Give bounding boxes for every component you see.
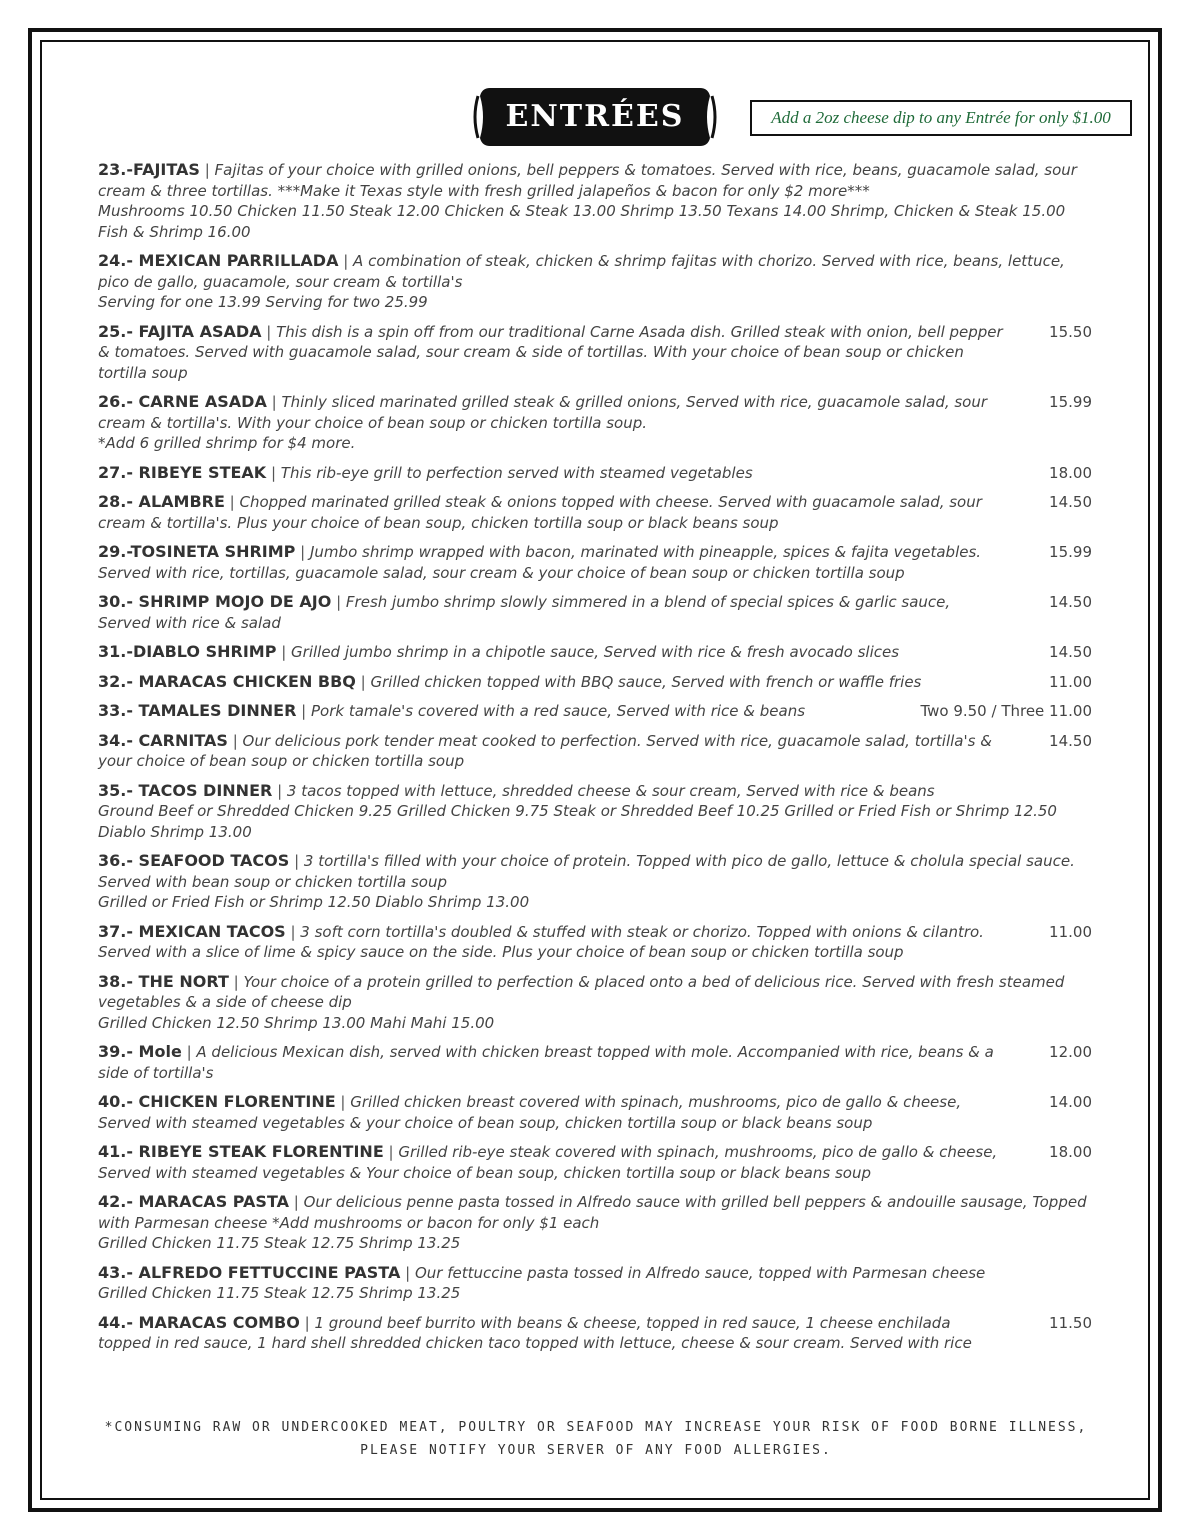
separator: | <box>296 702 311 720</box>
menu-item <box>98 1263 1094 1304</box>
separator: | <box>338 252 354 270</box>
menu-item <box>98 160 1094 242</box>
menu-item <box>98 701 1094 722</box>
menu-item-description: Our delicious pork tender meat cooked to perfection. Served with rice, guacamole salad, tortilla's & your choice of bean soup or chicken tortilla soup <box>98 731 992 770</box>
menu-item <box>98 1192 1094 1254</box>
menu-item-description: A combination of steak, chicken & shrimp fajitas with chorizo. Served with rice, beans, lettuce, pico de gallo, guacamole, sour cream & tortilla's <box>98 252 1065 291</box>
menu-item-description: This rib-eye grill to perfection served with steamed vegetables <box>280 463 753 482</box>
menu-item-description: 3 tacos topped with lettuce, shredded cheese & sour cream, Served with rice & beans <box>286 781 935 800</box>
menu-item-name: 36.- SEAFOOD TACOS <box>98 851 290 870</box>
menu-item-name: 27.- RIBEYE STEAK <box>98 462 267 482</box>
menu-item-price: 14.50 <box>1049 593 1092 611</box>
separator: | <box>331 593 346 611</box>
menu-item-description: Grilled jumbo shrimp in a chipotle sauce, Served with rice & fresh avocado slices <box>291 643 900 661</box>
menu-item-price: 15.99 <box>1049 543 1092 561</box>
cheese-dip-promo: Add a 2oz cheese dip to any Entrée for only $1.00 <box>750 100 1132 136</box>
menu-item-description: 3 tortilla's filled with your choice of protein. Topped with pico de gallo, lettuce & cholula special sauce. Served with bean soup or chicken tortilla soup <box>98 852 1075 891</box>
separator: | <box>289 852 304 870</box>
menu-item-price: 11.00 <box>1049 922 1092 941</box>
menu-item-options: Grilled Chicken 11.75 Steak 12.75 Shrimp 13.25 <box>98 1234 461 1252</box>
menu-item-options: Ground Beef or Shredded Chicken 9.25 Grilled Chicken 9.75 Steak or Shredded Beef 10.25 Grilled or Fried Fish or Shrimp 12.50 Diablo Shrimp 13.00 <box>98 802 1057 841</box>
menu-item <box>98 731 1094 772</box>
menu-item <box>98 1042 1094 1083</box>
disclaimer-line: *CONSUMING RAW OR UNDERCOOKED MEAT, POULTRY OR SEAFOOD MAY INCREASE YOUR RISK OF FOOD BORNE ILLNESS, <box>104 1420 1088 1435</box>
menu-item-description: Jumbo shrimp wrapped with bacon, marinated with pineapple, spices & fajita vegetables. Served with rice, tortillas, guacamole salad, sour cream & your choice of bean soup or chicken tortilla soup <box>98 543 982 582</box>
menu-item <box>98 781 1094 843</box>
menu-item-name: 41.- RIBEYE STEAK FLORENTINE <box>98 1142 384 1161</box>
separator: | <box>261 322 277 341</box>
menu-item-name: 44.- MARACAS COMBO <box>98 1312 300 1332</box>
menu-item-name: 33.- TAMALES DINNER <box>98 701 297 720</box>
menu-item-name: 23.-FAJITAS <box>98 160 200 179</box>
separator: | <box>181 1043 197 1061</box>
separator: | <box>355 672 371 691</box>
separator: | <box>228 972 244 991</box>
menu-item-name: 25.- FAJITA ASADA <box>98 321 262 341</box>
menu-item <box>98 492 1094 533</box>
menu-item <box>98 642 1094 663</box>
menu-item <box>98 542 1094 583</box>
food-safety-disclaimer <box>98 1416 1094 1462</box>
menu-item <box>98 251 1094 313</box>
menu-item-description: Pork tamale's covered with a red sauce, Served with rice & beans <box>311 702 806 720</box>
menu-item-price: 14.00 <box>1049 1093 1092 1111</box>
menu-item-options: *Add 6 grilled shrimp for $4 more. <box>98 434 356 452</box>
menu-item-price: 11.00 <box>1049 672 1092 691</box>
menu-item-description: 3 soft corn tortilla's doubled & stuffed with steak or chorizo. Topped with onions & cilantro. Served with a slice of lime & spicy sauce on the side. Plus your choice of bean soup or chicken tortilla soup <box>98 922 984 961</box>
menu-item-name: 43.- ALFREDO FETTUCCINE PASTA <box>98 1262 401 1282</box>
page-title: ENTRÉES <box>505 99 685 134</box>
menu-item-name: 31.-DIABLO SHRIMP <box>98 642 277 661</box>
separator: | <box>224 493 240 511</box>
menu-item-price: Two 9.50 / Three 11.00 <box>920 702 1092 720</box>
separator: | <box>285 922 301 941</box>
menu-item-price: 18.00 <box>1049 1143 1092 1161</box>
menu-item-name: 42.- MARACAS PASTA <box>98 1192 289 1211</box>
menu-item-description: Fresh jumbo shrimp slowly simmered in a blend of special spices & garlic sauce, Served with rice & salad <box>98 593 951 632</box>
separator: | <box>272 781 287 800</box>
menu-item-price: 15.50 <box>1049 322 1092 341</box>
separator: | <box>276 643 292 661</box>
menu-item-name: 37.- MEXICAN TACOS <box>98 921 286 941</box>
menu-item-description: Grilled chicken breast covered with spinach, mushrooms, pico de gallo & cheese, Served with steamed vegetables & your choice of bean soup, chicken tortilla soup or black beans soup <box>98 1093 962 1132</box>
menu-item-options: Mushrooms 10.50 Chicken 11.50 Steak 12.00 Chicken & Steak 13.00 Shrimp 13.50 Texans 14.00 Shrimp, Chicken & Steak 15.00 Fish & Shrimp 16.00 <box>98 202 1066 241</box>
menu-item-name: 38.- THE NORT <box>98 971 229 991</box>
separator: | <box>199 161 215 179</box>
menu-item-options: Grilled or Fried Fish or Shrimp 12.50 Diablo Shrimp 13.00 <box>98 893 530 911</box>
menu-item-price: 14.50 <box>1049 731 1092 750</box>
menu-item-description: Grilled chicken topped with BBQ sauce, Served with french or waffle fries <box>370 672 922 691</box>
menu-item-name: 40.- CHICKEN FLORENTINE <box>98 1092 336 1111</box>
separator: | <box>289 1193 304 1211</box>
menu-item-description: This dish is a spin off from our traditional Carne Asada dish. Grilled steak with onion, bell pepper & tomatoes. Served with guacamole salad, sour cream & side of tortillas. With your choice of bean soup or chicken tortilla soup <box>98 322 1003 382</box>
menu-item <box>98 1142 1094 1183</box>
separator: | <box>266 463 281 482</box>
menu-item-description: Thinly sliced marinated grilled steak & grilled onions, Served with rice, guacamole salad, sour cream & tortilla's. With your choice of bean soup or chicken tortilla soup. <box>98 393 988 432</box>
menu-item-name: 24.- MEXICAN PARRILLADA <box>98 251 339 270</box>
menu-item <box>98 672 1094 693</box>
menu-item-options: Grilled Chicken 11.75 Steak 12.75 Shrimp 13.25 <box>98 1284 461 1302</box>
menu-item <box>98 1092 1094 1133</box>
menu-item <box>98 322 1094 384</box>
separator: | <box>295 543 310 561</box>
separator: | <box>299 1313 315 1332</box>
separator: | <box>335 1093 351 1111</box>
menu-item-description: Our delicious penne pasta tossed in Alfredo sauce with grilled bell peppers & andouille sausage, Topped with Parmesan cheese *Add mushrooms or bacon for only $1 each <box>98 1193 1087 1232</box>
menu-item <box>98 972 1094 1034</box>
menu-item-price: 14.50 <box>1049 493 1092 511</box>
disclaimer-line: PLEASE NOTIFY YOUR SERVER OF ANY FOOD ALLERGIES. <box>360 1443 832 1458</box>
menu-item-name: 29.-TOSINETA SHRIMP <box>98 542 296 561</box>
separator: | <box>400 1263 415 1282</box>
menu-item-options: Grilled Chicken 12.50 Shrimp 13.00 Mahi Mahi 15.00 <box>98 1013 495 1032</box>
menu-item-description: Your choice of a protein grilled to perfection & placed onto a bed of delicious rice. Served with fresh steamed vegetables & a side of cheese dip <box>98 972 1065 1011</box>
menu-item-name: 32.- MARACAS CHICKEN BBQ <box>98 671 356 691</box>
menu-item-description: 1 ground beef burrito with beans & cheese, topped in red sauce, 1 cheese enchilada topped in red sauce, 1 hard shell shredded chicken taco topped with lettuce, cheese & sour cream. Served with rice <box>98 1313 972 1352</box>
menu-item <box>98 592 1094 633</box>
menu-item-price: 11.50 <box>1049 1313 1092 1332</box>
menu-item-description: Fajitas of your choice with grilled onions, bell peppers & tomatoes. Served with rice, beans, guacamole salad, sour cream & three tortillas. ***Make it Texas style with fresh grilled jalapeños & bacon for only $2 more*** <box>98 161 1077 200</box>
menu-item <box>98 922 1094 963</box>
menu-item-description: Chopped marinated grilled steak & onions topped with cheese. Served with guacamole salad, sour cream & tortilla's. Plus your choice of bean soup, chicken tortilla soup or black beans soup <box>98 493 982 532</box>
menu-item-price: 14.50 <box>1049 643 1092 661</box>
menu-item-name: 35.- TACOS DINNER <box>98 780 273 800</box>
menu-item-price: 18.00 <box>1049 463 1092 482</box>
separator: | <box>227 731 243 750</box>
menu-item-options: Serving for one 13.99 Serving for two 25.99 <box>98 293 428 311</box>
separator: | <box>266 393 282 411</box>
title-banner <box>472 86 718 148</box>
entrees-list <box>98 160 1094 1363</box>
separator: | <box>383 1143 399 1161</box>
menu-item-price: 12.00 <box>1049 1043 1092 1061</box>
menu-item-name: 34.- CARNITAS <box>98 730 228 750</box>
menu-item <box>98 463 1094 484</box>
menu-item <box>98 851 1094 913</box>
menu-item-price: 15.99 <box>1049 393 1092 411</box>
menu-item-description: Grilled rib-eye steak covered with spinach, mushrooms, pico de gallo & cheese, Served with steamed vegetables & Your choice of bean soup, chicken tortilla soup or black beans soup <box>98 1143 998 1182</box>
menu-item-name: 28.- ALAMBRE <box>98 492 225 511</box>
menu-item-name: 26.- CARNE ASADA <box>98 392 267 411</box>
menu-item-name: 30.- SHRIMP MOJO DE AJO <box>98 592 332 611</box>
menu-item <box>98 1313 1094 1354</box>
menu-item-description: Our fettuccine pasta tossed in Alfredo sauce, topped with Parmesan cheese <box>414 1263 986 1282</box>
menu-item-description: A delicious Mexican dish, served with chicken breast topped with mole. Accompanied with rice, beans & a side of tortilla's <box>98 1043 994 1082</box>
menu-item <box>98 392 1094 454</box>
menu-item-name: 39.- Mole <box>98 1042 182 1061</box>
